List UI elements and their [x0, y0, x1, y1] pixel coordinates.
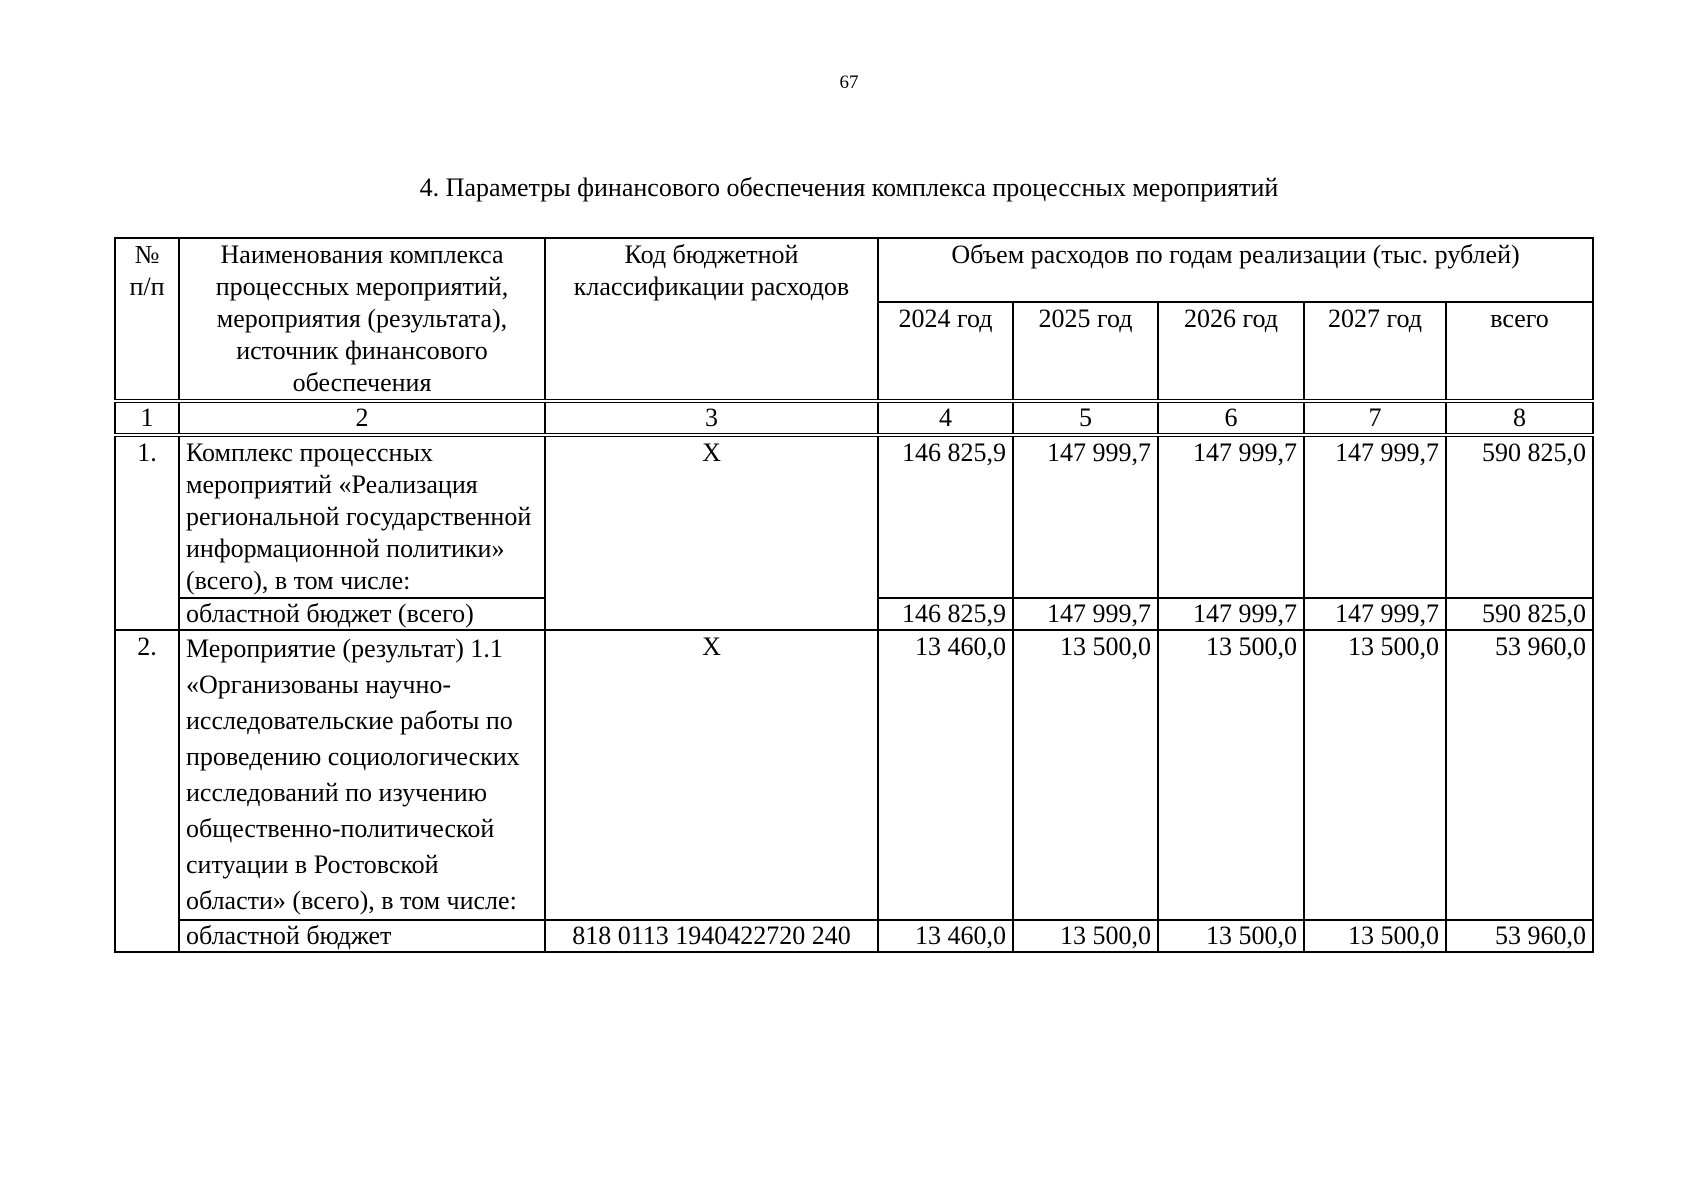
sub-row-name: областной бюджет: [179, 920, 545, 952]
row-value: 13 500,0: [1304, 630, 1446, 920]
header-year: 2027 год: [1304, 302, 1446, 401]
table-row: [115, 920, 1593, 952]
row-value: 13 500,0: [1013, 630, 1158, 920]
sub-row-name: областной бюджет (всего): [179, 598, 545, 630]
column-number: 7: [1304, 401, 1446, 435]
header-col-code: Код бюджетной классификации расходов: [545, 238, 878, 401]
column-number: 6: [1158, 401, 1304, 435]
column-number: 5: [1013, 401, 1158, 435]
sub-row-value: 13 460,0: [878, 920, 1013, 952]
sub-row-value: 53 960,0: [1446, 920, 1593, 952]
header-year: 2026 год: [1158, 302, 1304, 401]
sub-row-value: 590 825,0: [1446, 598, 1593, 630]
header-total: всего: [1446, 302, 1593, 401]
sub-row-value: 13 500,0: [1158, 920, 1304, 952]
table-row: [115, 435, 1593, 598]
row-value: 13 500,0: [1158, 630, 1304, 920]
header-col-number: № п/п: [115, 238, 179, 401]
column-number: 2: [179, 401, 545, 435]
sub-row-value: 147 999,7: [1158, 598, 1304, 630]
page-number: 67: [839, 72, 859, 93]
sub-row-value: 147 999,7: [1304, 598, 1446, 630]
header-col-volume: Объем расходов по годам реализации (тыс. рублей): [878, 238, 1593, 302]
column-number: 4: [878, 401, 1013, 435]
header-year: 2025 год: [1013, 302, 1158, 401]
column-number: 3: [545, 401, 878, 435]
sub-row-value: 147 999,7: [1013, 598, 1158, 630]
sub-row-value: 13 500,0: [1304, 920, 1446, 952]
sub-row-value: 13 500,0: [1013, 920, 1158, 952]
section-title: 4. Параметры финансового обеспечения комплекса процессных мероприятий: [419, 173, 1279, 202]
row-code: Х: [545, 630, 878, 920]
row-value: 146 825,9: [878, 435, 1013, 598]
sub-row-code: 818 0113 1940422720 240: [545, 920, 878, 952]
column-number: 8: [1446, 401, 1593, 435]
financial-table: [114, 237, 1594, 953]
row-number: 2.: [115, 630, 179, 952]
row-name: Комплекс процессных мероприятий «Реализация региональной государственной информационной политики» (всего), в том числе:: [179, 435, 545, 598]
header-col-name: Наименования комплекса процессных мероприятий, мероприятия (результата), источник финансового обеспечения: [179, 238, 545, 401]
row-value: 147 999,7: [1013, 435, 1158, 598]
row-value: 53 960,0: [1446, 630, 1593, 920]
row-value: 13 460,0: [878, 630, 1013, 920]
row-name: Мероприятие (результат) 1.1 «Организованы научно-исследовательские работы по проведению социологических исследований по изучению общественно-политической ситуации в Ростовской области» (всего), в том числе:: [179, 630, 545, 920]
sub-row-value: 146 825,9: [878, 598, 1013, 630]
row-code: Х: [545, 435, 878, 630]
column-number: 1: [115, 401, 179, 435]
row-number: 1.: [115, 435, 179, 630]
header-year: 2024 год: [878, 302, 1013, 401]
row-value: 590 825,0: [1446, 435, 1593, 598]
row-value: 147 999,7: [1158, 435, 1304, 598]
row-value: 147 999,7: [1304, 435, 1446, 598]
table-row: [115, 630, 1593, 920]
